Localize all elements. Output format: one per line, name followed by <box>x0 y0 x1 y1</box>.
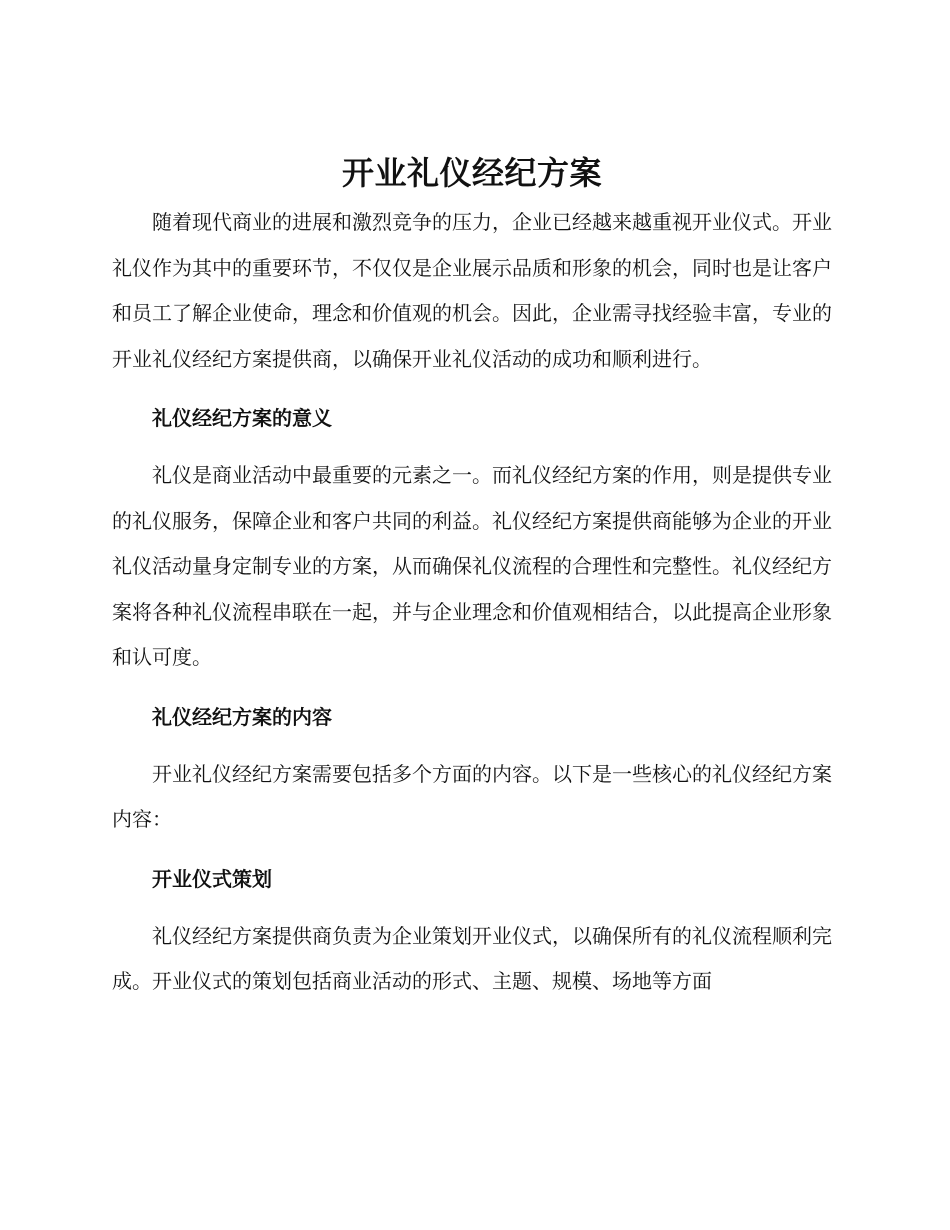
document-body <box>112 150 832 1005</box>
content-paragraph: 开业礼仪经纪方案需要包括多个方面的内容。以下是一些核心的礼仪经纪方案内容： <box>112 761 832 831</box>
section-heading-content: 礼仪经纪方案的内容 <box>152 704 332 729</box>
meaning-paragraph: 礼仪是商业活动中最重要的元素之一。而礼仪经纪方案的作用，则是提供专业的礼仪服务，保障企业和客户共同的利益。礼仪经纪方案提供商能够为企业的开业礼仪活动量身定制专业的方案，从而确保礼仪流程的合理性和完整性。礼仪经纪方案将各种礼仪流程串联在一起，并与企业理念和价值观相结合，以此提高企业形象和认可度。 <box>112 463 832 669</box>
section-heading-ceremony-planning: 开业仪式策划 <box>152 866 272 891</box>
section-heading-meaning: 礼仪经纪方案的意义 <box>152 406 332 430</box>
ceremony-planning-paragraph: 礼仪经纪方案提供商负责为企业策划开业仪式，以确保所有的礼仪流程顺利完成。开业仪式的策划包括商业活动的形式、主题、规模、场地等方面 <box>112 923 832 993</box>
document-title: 开业礼仪经纪方案 <box>341 154 602 192</box>
intro-paragraph: 随着现代商业的进展和激烈竞争的压力，企业已经越来越重视开业仪式。开业礼仪作为其中的重要环节，不仅仅是企业展示品质和形象的机会，同时也是让客户和员工了解企业使命，理念和价值观的机会。因此，企业需寻找经验丰富，专业的开业礼仪经纪方案提供商，以确保开业礼仪活动的成功和顺利进行。 <box>112 210 832 371</box>
